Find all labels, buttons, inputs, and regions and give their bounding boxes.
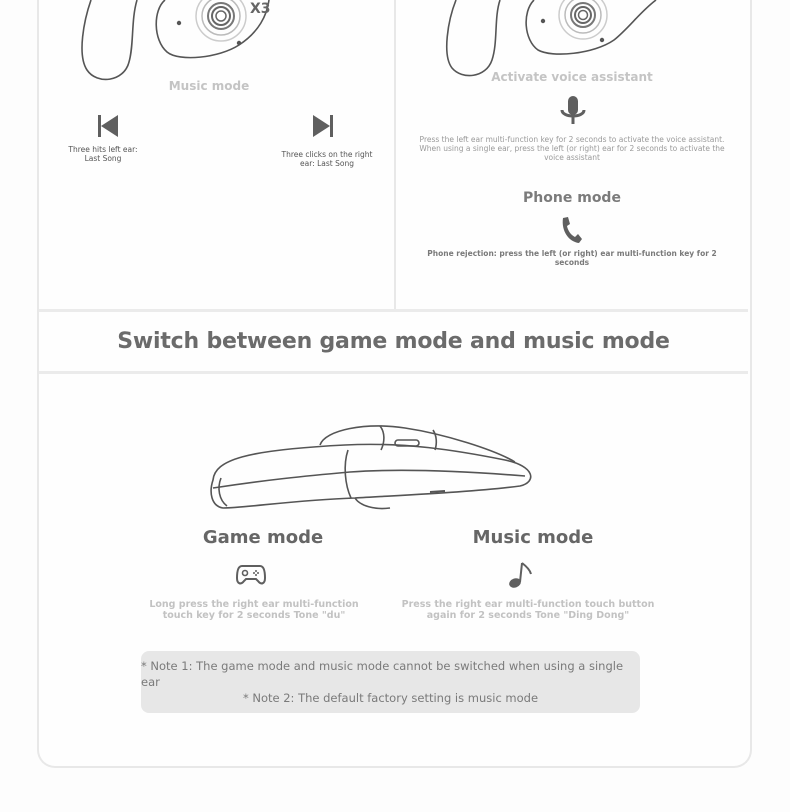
earbud-illustration-right [444, 0, 664, 80]
note-1: * Note 1: The game mode and music mode cannot be switched when using a single ear [141, 659, 624, 689]
skip-previous-icon [96, 114, 120, 138]
section-header [39, 312, 748, 371]
voice-assistant-title: Activate voice assistant [491, 70, 653, 84]
divider [39, 371, 748, 374]
section-title: Switch between game mode and music mode [117, 329, 670, 354]
phone-mode-title: Phone mode [523, 190, 621, 206]
game-mode-title: Game mode [202, 527, 324, 548]
voice-phone-panel [396, 0, 748, 309]
music-mode-description: Press the right ear multi-function touch button again for 2 seconds Tone "Ding Dong" [401, 599, 655, 621]
gamepad-icon [236, 562, 266, 588]
neckband-headset-illustration [205, 420, 545, 520]
skip-next-icon [311, 114, 335, 138]
tap-count-badge: X3 [250, 1, 271, 17]
music-mode-title: Music mode [472, 527, 594, 548]
note-2: * Note 2: The default factory setting is music mode [242, 691, 539, 705]
music-mode-label: Music mode [168, 79, 250, 93]
game-mode-description: Long press the right ear multi-function touch key for 2 seconds Tone "du" [149, 599, 359, 621]
voice-assistant-description: Press the left ear multi-function key for 2 seconds to activate the voice assistant. When using a single ear, press the left (or right) ear for 2 seconds to activate the voice assistant [419, 135, 725, 162]
phone-icon [559, 216, 583, 244]
next-track-caption: Three clicks on the right ear: Last Song [281, 150, 373, 168]
prev-track-caption: Three hits left ear: Last Song [68, 145, 138, 163]
music-mode-panel [39, 0, 396, 309]
notes-box [141, 651, 640, 713]
music-note-icon [506, 560, 534, 590]
microphone-icon [559, 95, 587, 127]
earbud-illustration-left [79, 0, 319, 85]
phone-mode-description: Phone rejection: press the left (or right) ear multi-function key for 2 seconds [427, 249, 717, 267]
